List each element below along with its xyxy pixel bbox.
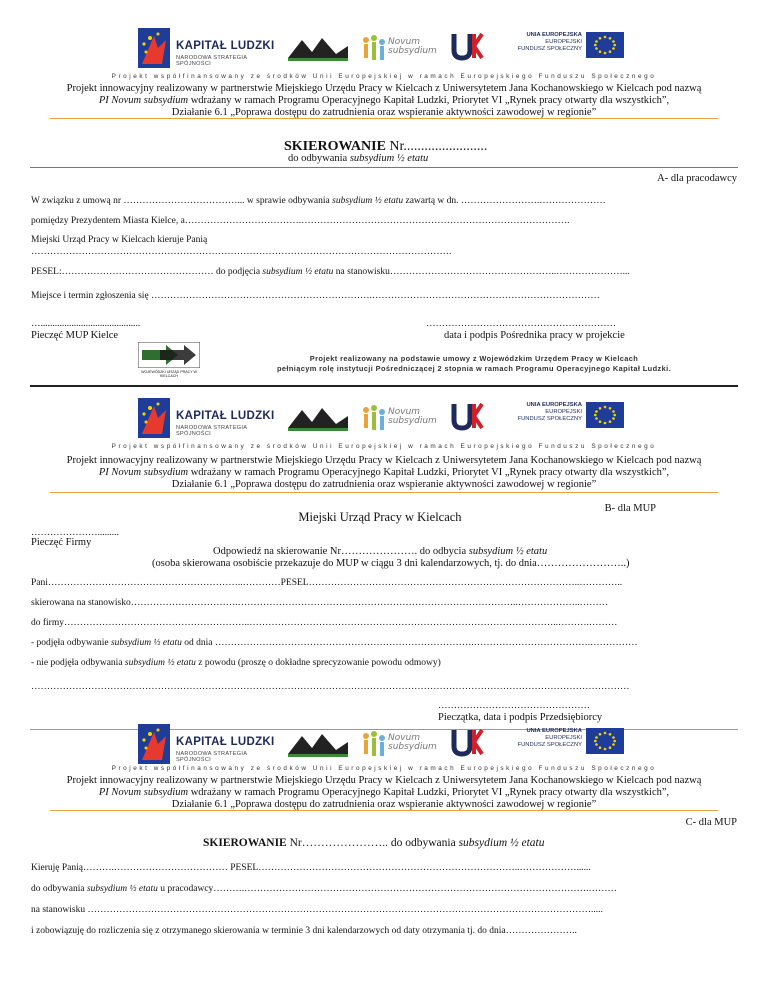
ujk-logo-icon-2 bbox=[450, 400, 484, 434]
divider-orange-1 bbox=[50, 118, 718, 119]
section-a-pesel-line bbox=[31, 266, 741, 278]
cofinancing-line-3: Projekt współfinansowany ze środków Unii Europejskiej w ramach Europejskiego Funduszu Społecznego bbox=[111, 765, 657, 772]
section-c-line2 bbox=[31, 883, 741, 895]
kapital-ludzki-emblem-icon-3 bbox=[138, 724, 170, 764]
project-info-3 bbox=[20, 775, 748, 811]
pośrednik-sign-label: data i podpis Pośrednika pracy w projekcie bbox=[444, 330, 625, 341]
podjela-a: - podjęła odbywanie bbox=[31, 638, 111, 648]
section-a-line5-italic: subsydium ½ etatu bbox=[262, 267, 334, 277]
section-a-title-bold: SKIEROWANIE bbox=[284, 139, 386, 154]
ue-line3-2: FUNDUSZ SPOŁECZNY bbox=[517, 416, 582, 422]
wup-logo-icon-2 bbox=[288, 404, 348, 432]
nie-podjela-italic: subsydium ½ etatu bbox=[124, 658, 196, 668]
ue-text bbox=[498, 32, 582, 53]
novum-logo-3 bbox=[360, 724, 437, 764]
section-c-title-italic: subsydium ½ etatu bbox=[458, 837, 545, 849]
ue-line1: UNIA EUROPEJSKA bbox=[526, 32, 582, 38]
mup-stamp-dots: ….......................................... bbox=[31, 319, 141, 329]
ue-text-3 bbox=[498, 728, 582, 749]
wup-note-line2: pełniącym rolę instytucji Pośredniczącej 2 stopnia w ramach Programu Operacyjnego Kapitał Ludzki. bbox=[276, 364, 672, 373]
section-a-line1-a: W związku z umową nr ………………………………... w sprawie odbywania bbox=[31, 196, 333, 206]
section-c-title-bold: SKIEROWANIE bbox=[203, 837, 287, 849]
section-c-line2-a: do odbywania bbox=[31, 884, 87, 894]
section-a-tag: A- dla pracodawcy bbox=[657, 173, 737, 184]
kapital-ludzki-logo bbox=[138, 28, 278, 68]
divider-section-a bbox=[30, 167, 738, 168]
project-info-2 bbox=[20, 455, 748, 491]
section-c-line2-italic: subsydium ½ etatu bbox=[86, 884, 158, 894]
project-line2-rest: wdrażany w ramach Programu Operacyjnego Kapitał Ludzki, Priorytet VI „Rynek pracy otwarty dla wszystkich”, bbox=[188, 95, 670, 106]
project-info-1 bbox=[20, 83, 748, 119]
section-a-line5-b: na stanowisku……………………………………………..…………………... bbox=[333, 267, 630, 277]
novum-logo-2 bbox=[360, 398, 437, 438]
divider-black bbox=[30, 385, 738, 387]
section-a-line2: pomiędzy Prezydentem Miasta Kielce, a……………………………….…………………………………………………………………………. bbox=[31, 216, 570, 226]
people-icon-3 bbox=[360, 730, 388, 762]
people-icon bbox=[360, 34, 388, 66]
section-a-line1-italic: subsydium ½ etatu bbox=[332, 196, 404, 206]
project-line2-rest-3: wdrażany w ramach Programu Operacyjnego Kapitał Ludzki, Priorytet VI „Rynek pracy otwarty dla wszystkich”, bbox=[188, 787, 670, 798]
kapital-ludzki-title-3: KAPITAŁ LUDZKI bbox=[176, 736, 275, 748]
section-b-blank-line: ……………………………………………………………………………………………………………………………………………………………………… bbox=[31, 682, 630, 692]
ue-line1-3: UNIA EUROPEJSKA bbox=[526, 728, 582, 734]
divider-orange-2 bbox=[50, 492, 718, 493]
section-b-office: Miejski Urząd Pracy w Kielcach bbox=[298, 510, 462, 524]
reply-note: (osoba skierowana osobiście przekazuje do MUP w ciągu 3 dni kalendarzowych, tj. do dnia……………………..) bbox=[152, 558, 630, 569]
ue-line1-2: UNIA EUROPEJSKA bbox=[526, 402, 582, 408]
ue-line3: FUNDUSZ SPOŁECZNY bbox=[517, 46, 582, 52]
section-a-line4: ……………………………………………………………………………………………………………………. bbox=[31, 247, 452, 257]
reply-line-a: Odpowiedź na skierowanie Nr…………………. do odbycia bbox=[213, 546, 469, 557]
eu-flag-icon-3 bbox=[586, 728, 624, 754]
wup-arrows-icon bbox=[138, 342, 200, 368]
reply-line bbox=[213, 546, 547, 558]
eu-flag-icon-2 bbox=[586, 402, 624, 428]
section-c-title-rest: Nr………………….. do odbywania bbox=[286, 837, 459, 849]
project-line3-2: Działanie 6.1 „Poprawa dostępu do zatrudnienia oraz wspieranie aktywności zawodowej w regionie” bbox=[171, 479, 597, 490]
ue-line2-3: EUROPEJSKI bbox=[545, 735, 582, 741]
wup-note bbox=[214, 354, 734, 374]
project-name-2: PI Novum subsydium bbox=[98, 467, 189, 478]
kapital-ludzki-logo-3 bbox=[138, 724, 278, 764]
nie-podjela-a: - nie podjęła odbywania bbox=[31, 658, 125, 668]
novum-text: Novum subsydium bbox=[388, 37, 437, 56]
project-line1-3: Projekt innowacyjny realizowany w partnerstwie Miejskiego Urzędu Pracy w Kielcach z Uniwersytetem Jana Kochanowskiego w Kielcach pod nazwą bbox=[66, 775, 702, 786]
section-a-line3: Miejski Urząd Pracy w Kielcach kieruje Panią bbox=[31, 235, 208, 245]
project-line1-2: Projekt innowacyjny realizowany w partnerstwie Miejskiego Urzędu Pracy w Kielcach z Uniwersytetem Jana Kochanowskiego w Kielcach pod nazwą bbox=[66, 455, 702, 466]
section-a-line1 bbox=[31, 195, 741, 207]
project-name-3: PI Novum subsydium bbox=[98, 787, 189, 798]
logo-bar-1 bbox=[138, 22, 638, 72]
cofinancing-line-1: Projekt współfinansowany ze środków Unii Europejskiej w ramach Europejskiego Funduszu Społecznego bbox=[111, 73, 657, 80]
project-line2-3 bbox=[20, 787, 748, 799]
eu-flag-icon bbox=[586, 32, 624, 58]
logo-bar-2 bbox=[138, 392, 638, 442]
wup-note-line1: Projekt realizowany na podstawie umowy z Wojewódzkim Urzędem Pracy w Kielcach bbox=[309, 354, 639, 363]
firm-stamp-dots: …………………......... bbox=[31, 528, 119, 538]
section-a-place-line: Miejsce i termin zgłoszenia się …………………………………………………………….……………………………………………………………… bbox=[31, 291, 600, 301]
entrepreneur-sign-dots: ………………………………………… bbox=[438, 701, 590, 711]
ujk-logo-icon-3 bbox=[450, 726, 484, 760]
kapital-ludzki-title-2: KAPITAŁ LUDZKI bbox=[176, 410, 275, 422]
section-c-tag: C- dla MUP bbox=[685, 817, 737, 828]
reply-line-italic: subsydium ½ etatu bbox=[468, 546, 548, 557]
section-b-nie-podjela-line bbox=[31, 657, 741, 669]
mup-stamp-label: Pieczęć MUP Kielce bbox=[31, 330, 119, 341]
section-b-podjela-line bbox=[31, 637, 741, 649]
pośrednik-sign-dots: …………………………………………………… bbox=[426, 319, 616, 329]
kapital-ludzki-subtitle-2: NARODOWA STRATEGIA SPÓJNOŚCI bbox=[176, 425, 247, 437]
wup-badge bbox=[136, 340, 202, 380]
section-c-line2-b: u pracodawcy……….……………………………………………………………………………………………….……… bbox=[157, 884, 618, 894]
wup-logo-icon-3 bbox=[288, 730, 348, 758]
section-b-firma-line: do firmy…………………………………………………..……………………………………………………………………………………..……….……… bbox=[31, 618, 618, 628]
section-b-pani-line: Pani……………………………………………………..…………PESEL…………………………………………………………………………..………….. bbox=[31, 578, 623, 588]
section-c-line3: na stanowisku ……………………………………………………………………………………………………………………………………………..... bbox=[31, 905, 603, 915]
project-line3: Działanie 6.1 „Poprawa dostępu do zatrudnienia oraz wspieranie aktywności zawodowej w regionie” bbox=[171, 107, 597, 118]
ue-line2: EUROPEJSKI bbox=[545, 39, 582, 45]
section-a-subtitle-prefix: do odbywania bbox=[288, 153, 350, 164]
project-line2-2 bbox=[20, 467, 748, 479]
podjela-italic: subsydium ½ etatu bbox=[110, 638, 182, 648]
firm-stamp-label: Pieczęć Firmy bbox=[31, 537, 92, 548]
novum-logo bbox=[360, 28, 437, 68]
kapital-ludzki-subtitle-3: NARODOWA STRATEGIA SPÓJNOŚCI bbox=[176, 751, 247, 763]
section-c-line1: Kieruję Panią……….……………………………… PESEL………………………………………………………………………..………………...... bbox=[31, 863, 591, 873]
section-c-line4: i zobowiązuję do rozliczenia się z otrzymanego skierowania w terminie 3 dni kalendarzowych od daty otrzymania tj. do dnia………………….. bbox=[31, 926, 577, 936]
ujk-logo-icon bbox=[450, 30, 484, 64]
section-a-title-number: Nr........................ bbox=[385, 139, 488, 154]
kapital-ludzki-emblem-icon bbox=[138, 28, 170, 68]
entrepreneur-sign-label: Pieczątka, data i podpis Przedsiębiorcy bbox=[438, 712, 603, 723]
kapital-ludzki-emblem-icon-2 bbox=[138, 398, 170, 438]
ue-line3-3: FUNDUSZ SPOŁECZNY bbox=[517, 742, 582, 748]
project-line2 bbox=[20, 95, 748, 107]
project-line1: Projekt innowacyjny realizowany w partnerstwie Miejskiego Urzędu Pracy w Kielcach z Uniwersytetem Jana Kochanowskiego w Kielcach pod nazwą bbox=[66, 83, 702, 94]
divider-orange-3 bbox=[50, 810, 718, 811]
kapital-ludzki-logo-2 bbox=[138, 398, 278, 438]
novum-text-3: Novum subsydium bbox=[388, 733, 437, 752]
ue-line2-2: EUROPEJSKI bbox=[545, 409, 582, 415]
project-line3-3: Działanie 6.1 „Poprawa dostępu do zatrudnienia oraz wspieranie aktywności zawodowej w regionie” bbox=[171, 799, 597, 810]
novum-text-2: Novum subsydium bbox=[388, 407, 437, 426]
kapital-ludzki-subtitle: NARODOWA STRATEGIA SPÓJNOŚCI bbox=[176, 55, 247, 67]
section-c-title bbox=[203, 837, 545, 849]
section-a-line5-a: PESEL:………………………………………… do podjęcia bbox=[31, 267, 263, 277]
podjela-b: od dnia ……………………………………………………………………….……………………………….…………… bbox=[181, 638, 638, 648]
project-line2-rest-2: wdrażany w ramach Programu Operacyjnego Kapitał Ludzki, Priorytet VI „Rynek pracy otwarty dla wszystkich”, bbox=[188, 467, 670, 478]
section-b-tag: B- dla MUP bbox=[604, 503, 656, 514]
section-b-stanowisko-line: skierowana na stanowisko…………………………….……………………………………………………………………………..………………..……… bbox=[31, 598, 609, 608]
section-a-subtitle-italic: subsydium ½ etatu bbox=[349, 153, 429, 164]
people-icon-2 bbox=[360, 404, 388, 436]
wup-logo-text: WOJEWÓDZKI URZĄD PRACY W KIELCACH bbox=[141, 370, 197, 378]
project-name: PI Novum subsydium bbox=[98, 95, 189, 106]
section-a-line1-b: zawartą w dn. …………………….………………… bbox=[403, 196, 606, 206]
kapital-ludzki-title: KAPITAŁ LUDZKI bbox=[176, 40, 275, 52]
section-a-subtitle bbox=[288, 153, 428, 165]
cofinancing-line-2: Projekt współfinansowany ze środków Unii Europejskiej w ramach Europejskiego Funduszu Społecznego bbox=[111, 443, 657, 450]
wup-logo-icon bbox=[288, 34, 348, 62]
logo-bar-3 bbox=[138, 718, 638, 768]
ue-text-2 bbox=[498, 402, 582, 423]
nie-podjela-b: z powodu (proszę o dokładne sprecyzowanie powodu odmowy) bbox=[195, 658, 441, 668]
